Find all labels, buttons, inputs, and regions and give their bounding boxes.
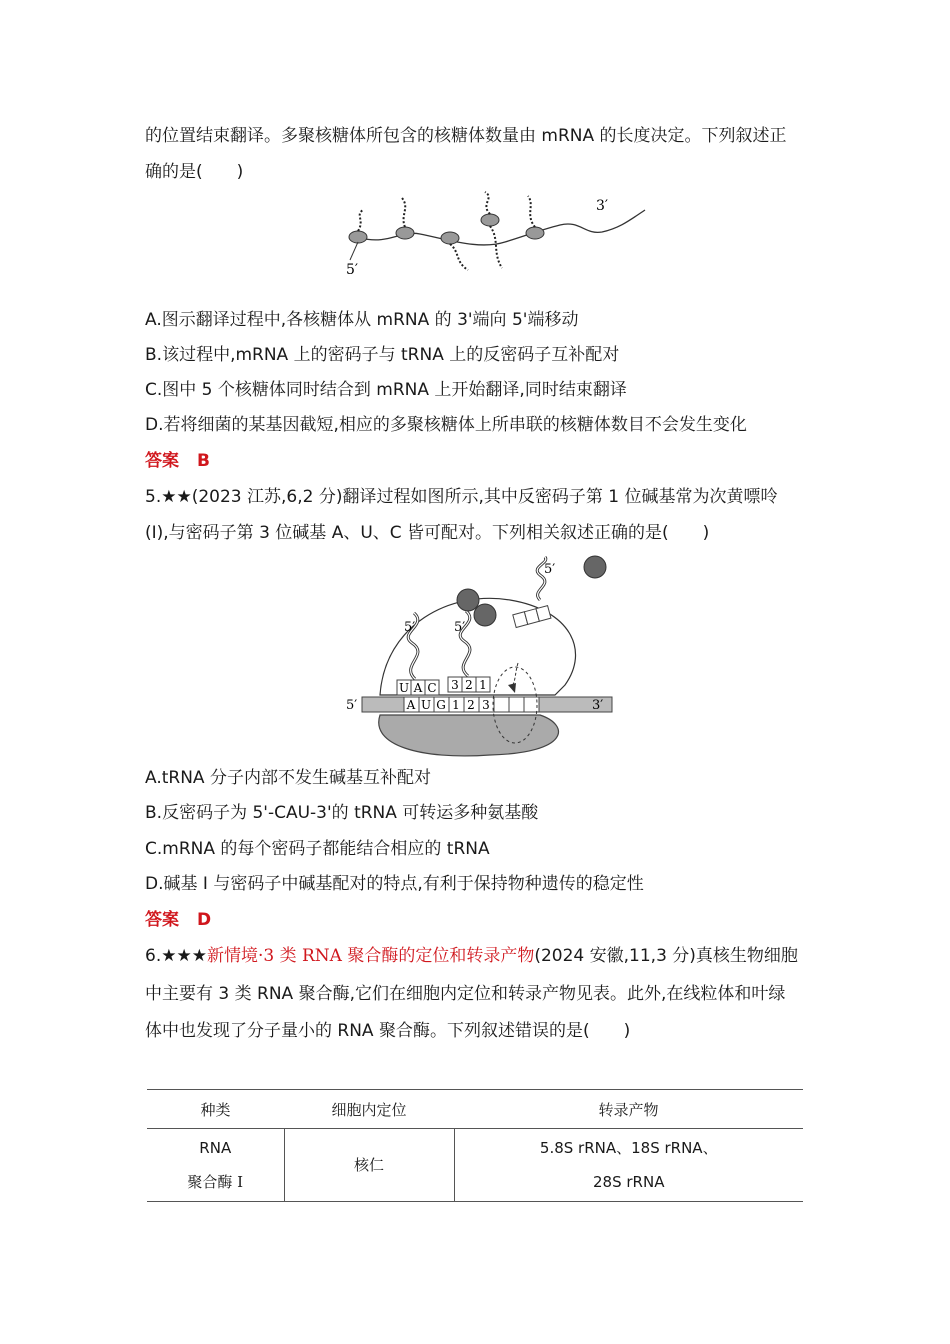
anticodon-num: 3 [451,678,459,692]
table-row [147,1129,803,1202]
anticodon-base: C [427,681,437,695]
polyribosome-figure [330,190,650,280]
q5-option-d: D.碱基 I 与密码子中碱基配对的特点,有利于保持物种遗传的稳定性 [145,874,644,894]
amino-acid-2 [474,604,496,626]
trna-5prime-c: 5′ [544,562,556,577]
q5-stem-line2: (I),与密码子第 3 位碱基 A、U、C 皆可配对。下列相关叙述正确的是( ) [145,523,710,543]
answer-label: 答案 [145,910,179,930]
table-cell-location: 核仁 [284,1129,454,1202]
table-header: 转录产物 [454,1090,803,1129]
q5-answer [145,908,211,932]
q4-option-c: C.图中 5 个核糖体同时结合到 mRNA 上开始翻译,同时结束翻译 [145,380,627,400]
label-5prime: 5′ [346,262,359,278]
q5-option-b: B.反密码子为 5'-CAU-3'的 tRNA 可转运多种氨基酸 [145,803,539,823]
table-header: 细胞内定位 [284,1090,454,1129]
q4-stem-line1: 的位置结束翻译。多聚核糖体所包含的核糖体数量由 mRNA 的长度决定。下列叙述正 [145,126,787,146]
trna-5prime-b: 5′ [454,620,466,635]
codon-base: G [436,698,446,712]
type-line2: 聚合酶 I [187,1173,244,1191]
amino-acid-1 [457,589,479,611]
amino-acid-3 [584,556,606,578]
mrna-3prime: 3′ [592,698,604,713]
q6-tag: 新情境·3 类 RNA 聚合酶的定位和转录产物 [206,946,535,966]
codon-base: U [420,698,432,712]
answer-value: D [197,910,212,930]
type-line1: RNA [199,1139,232,1157]
anticodon-num: 1 [479,678,487,692]
table-cell-type [147,1129,284,1202]
label-3prime: 3′ [596,198,609,214]
anticodon-base: U [398,681,410,695]
q6-stem-line3: 体中也发现了分子量小的 RNA 聚合酶。下列叙述错误的是( ) [145,1021,631,1041]
ribosome-5 [526,227,544,239]
q6-stem-line1 [145,944,798,968]
codon-base: 1 [452,698,460,712]
ribosome-4 [481,214,499,226]
q5-stem-line1: 5.★★(2023 江苏,6,2 分)翻译过程如图所示,其中反密码子第 1 位碱基常为次黄嘌呤 [145,487,778,507]
ribosome-3 [441,232,459,244]
q4-option-d: D.若将细菌的某基因截短,相应的多聚核糖体上所串联的核糖体数目不会发生变化 [145,415,747,435]
product-line2: 28S rRNA [593,1173,665,1191]
translation-figure [340,555,630,765]
q4-stem-line2: 确的是( ) [145,162,244,182]
trna-5prime-a: 5′ [404,620,416,635]
product-line1: 5.8S rRNA、18S rRNA、 [539,1139,718,1157]
codon-base: 2 [467,698,475,712]
anticodon-num: 2 [465,678,473,692]
table-header: 种类 [147,1090,284,1129]
q4-option-b: B.该过程中,mRNA 上的密码子与 tRNA 上的反密码子互补配对 [145,345,620,365]
q5-option-a: A.tRNA 分子内部不发生碱基互补配对 [145,768,431,788]
mrna-5prime: 5′ [346,698,358,713]
codon-base: A [406,698,416,712]
table-header-row [147,1090,803,1129]
q6-stem-rest: (2024 安徽,11,3 分)真核生物细胞 [534,946,798,966]
rna-polymerase-table [147,1089,803,1202]
answer-value: B [197,451,210,471]
ribosome-1 [349,231,367,243]
q4-answer [145,449,210,473]
q4-option-a: A.图示翻译过程中,各核糖体从 mRNA 的 3'端向 5'端移动 [145,310,579,330]
answer-label: 答案 [145,451,179,471]
q5-option-c: C.mRNA 的每个密码子都能结合相应的 tRNA [145,839,490,859]
table-cell-product [454,1129,803,1202]
anticodon-base: A [413,681,423,695]
ribosome-2 [396,227,414,239]
q6-stem-line2: 中主要有 3 类 RNA 聚合酶,它们在细胞内定位和转录产物见表。此外,在线粒体和叶绿 [145,984,786,1004]
q6-prefix: 6.★★★ [145,946,207,966]
codon-base: 3 [482,698,490,712]
